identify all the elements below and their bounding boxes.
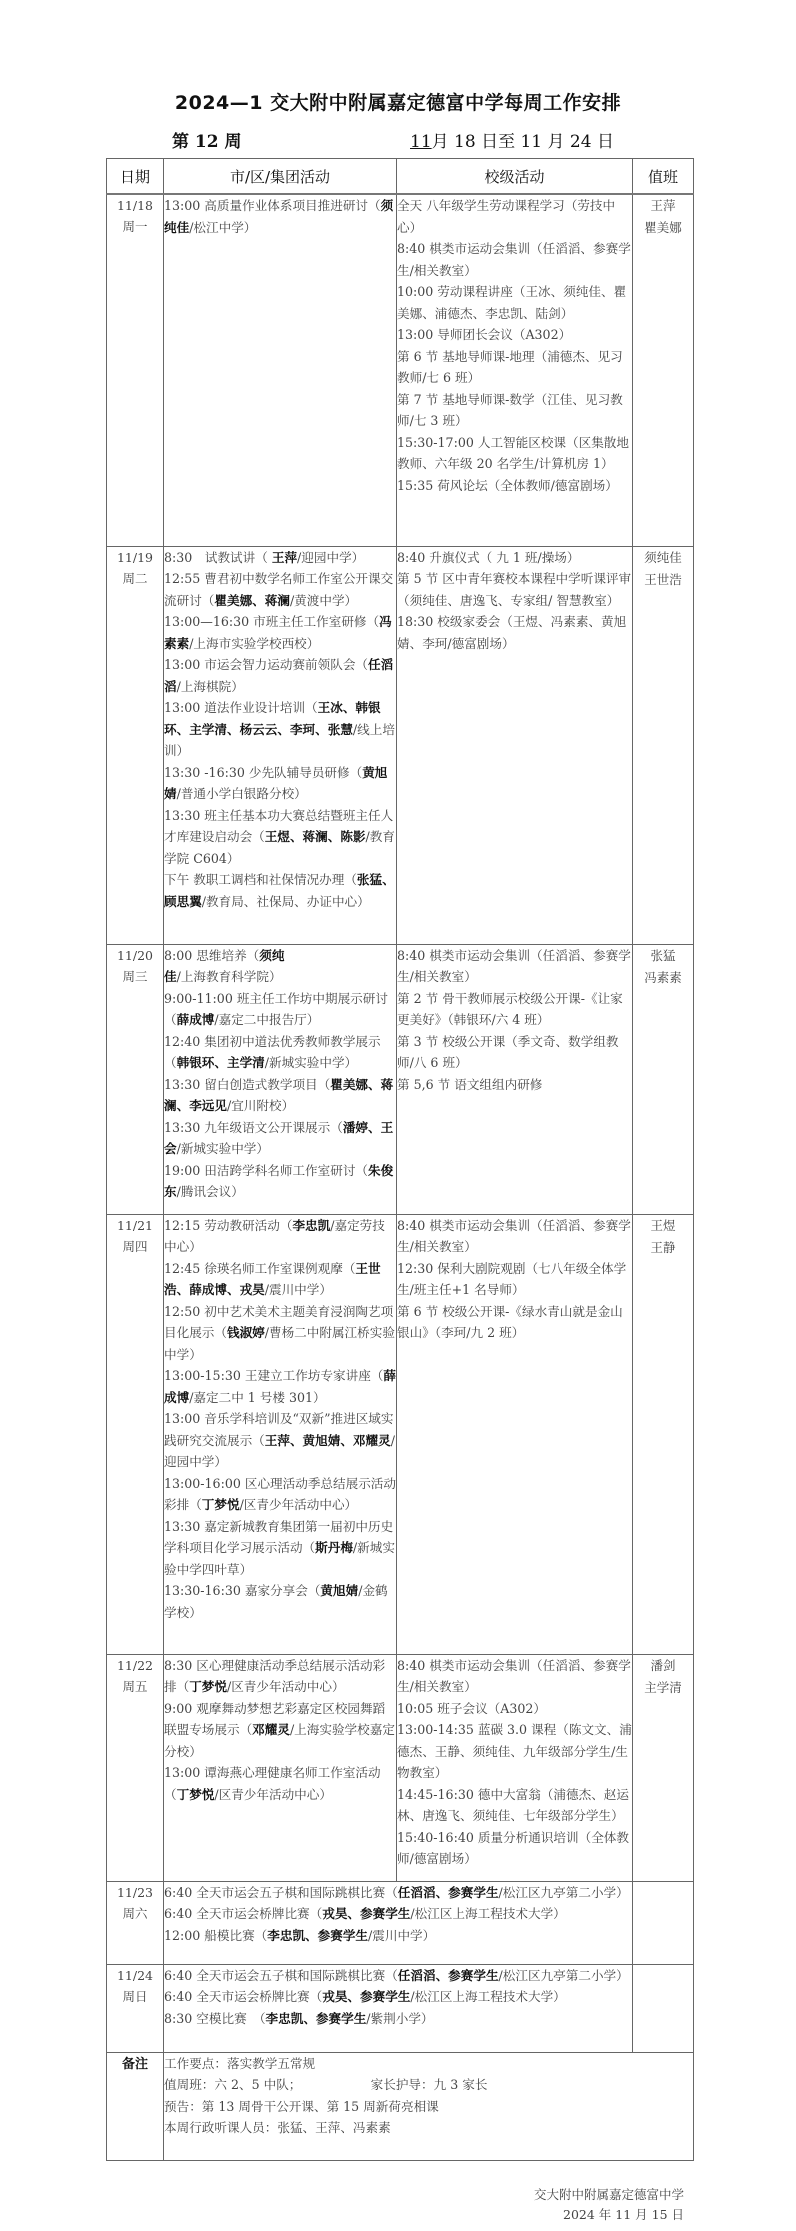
- duty-person: 王萍: [650, 198, 676, 213]
- weekend-activity-item: [164, 1925, 632, 1947]
- city-activity-item: [164, 1215, 396, 1258]
- date-cell: [107, 1881, 164, 1964]
- duty-person: 王世浩: [644, 571, 682, 587]
- activity-location: /嘉定二中 1 号楼 301）: [189, 1389, 326, 1405]
- activity-location: /区青少年活动中心）: [239, 1497, 358, 1512]
- table-row: [107, 944, 694, 1214]
- weekend-activity-item: [164, 1986, 632, 2008]
- school-activity-item: 全天 八年级学生劳动课程学习（劳技中心）: [397, 198, 616, 235]
- activity-text: 13:30-16:30 嘉家分享会（: [164, 1583, 321, 1598]
- activity-text: 8:30 试教试讲（: [164, 549, 272, 565]
- date-value: 11/21: [116, 1217, 154, 1233]
- table-row: [107, 1654, 694, 1881]
- activity-text: 6:40 全天市运会桥牌比赛（: [164, 1906, 323, 1921]
- activity-text: 6:40 全天市运会桥牌比赛（: [164, 1989, 323, 2004]
- activity-participants: 王冰、韩银环、主学清、杨云云、李珂、张慧: [164, 700, 381, 737]
- city-activity-item: [164, 988, 396, 1031]
- activity-location: /上海实验学校嘉定分校）: [164, 1722, 395, 1759]
- activity-location: /金鹤学校）: [164, 1583, 388, 1620]
- activity-text: 13:30 九年级语文公开课展示（: [164, 1119, 343, 1135]
- activity-location: /教育学院 C604）: [164, 829, 395, 866]
- activity-participants: 韩银环、主学清: [176, 1055, 265, 1070]
- activity-participants: 任滔滔、参赛学生: [397, 1967, 499, 1983]
- city-activity-item: [164, 1117, 396, 1160]
- week-label: 第 12 周: [172, 132, 242, 152]
- activity-text: 13:00-16:00 区心理活动季总结展示活动彩排（: [164, 1475, 396, 1512]
- weekday-value: 周五: [122, 1678, 148, 1694]
- city-activity-item: [164, 1698, 396, 1763]
- activity-text: 6:40 全天市运会五子棋和国际跳棋比赛（: [164, 1884, 398, 1900]
- city-activity-item: [164, 869, 396, 912]
- activity-participants: 王萍、黄旭婧、邓耀灵: [264, 1432, 391, 1448]
- date-cell: [107, 944, 164, 1214]
- activity-location: /上海市实验学校西校）: [189, 635, 320, 651]
- activity-text: 13:30 班主任基本功大赛总结暨班主任人才库建设启动会（: [164, 807, 394, 844]
- activity-location: /黄渡中学）: [289, 592, 358, 608]
- activity-text: 6:40 全天市运会五子棋和国际跳棋比赛（: [164, 1967, 398, 1983]
- weekend-row: [107, 1881, 694, 1964]
- date-value: 11/23: [116, 1884, 154, 1900]
- activity-participants: 须纯佳: [164, 947, 285, 984]
- activity-participants: 瞿美娜、蒋澜、李远见: [164, 1076, 394, 1113]
- city-activities-cell: [164, 1214, 397, 1654]
- activity-text: 13:30 嘉定新城教育集团第一届初中历史学科项目化学习展示活动（: [164, 1518, 394, 1555]
- activity-text: 13:00-15:30 王建立工作坊专家讲座（: [164, 1368, 384, 1383]
- city-activity-item: [164, 1031, 396, 1074]
- notes-row: [107, 2052, 694, 2160]
- activity-participants: 张猛、顾思翼: [164, 872, 395, 909]
- activity-location: /区青少年活动中心）: [226, 1679, 345, 1694]
- signature: [534, 2185, 684, 2225]
- activity-location: /震川中学）: [368, 1927, 436, 1943]
- activity-text: 19:00 田洁跨学科名师工作室研讨（: [164, 1162, 369, 1178]
- activity-text: 13:00—16:30 市班主任工作室研修（: [164, 614, 380, 629]
- activity-participants: 邓耀灵: [252, 1722, 290, 1737]
- activity-participants: 冯素素: [164, 614, 392, 651]
- activity-participants: 黄旭婧: [164, 764, 388, 801]
- school-activity-item: 13:00 导师团长会议（A302）: [397, 327, 572, 342]
- duty-cell: [633, 1214, 694, 1654]
- school-activities-cell: [397, 1214, 633, 1654]
- city-activity-item: [164, 1074, 396, 1117]
- date-cell: [107, 194, 164, 546]
- schedule-table: [106, 158, 694, 2161]
- activity-location: /教育局、社保局、办证中心）: [201, 893, 370, 909]
- notes-line: 预告：第 13 周骨干公开课、第 15 周新荷亮相课: [164, 2098, 439, 2114]
- duty-cell: [633, 546, 694, 944]
- weekday-value: 周日: [122, 1988, 148, 2004]
- school-activity-item: 第 5 节 区中青年赛校本课程中学听课评审（须纯佳、唐逸飞、专家组/ 智慧教室）: [397, 571, 632, 608]
- activity-location: /松江区上海工程技术大学）: [410, 1906, 566, 1921]
- date-cell: [107, 546, 164, 944]
- activity-participants: 朱俊东: [164, 1162, 394, 1199]
- date-value: 11/18: [116, 198, 154, 213]
- city-activity-item: [164, 1301, 396, 1366]
- school-activity-item: 第 2 节 骨干教师展示校级公开课-《让家更美好》（韩银环/六 4 班）: [397, 990, 623, 1027]
- city-activity-item: [164, 547, 396, 569]
- activity-location: /嘉定劳技中心）: [164, 1217, 385, 1254]
- school-activity-item: 18:30 校级家委会（王煜、冯素素、黄旭婧、李珂/德富剧场）: [397, 614, 627, 651]
- activity-text: 13:00 高质量作业体系项目推进研讨（: [164, 198, 381, 213]
- city-activity-item: [164, 1258, 396, 1301]
- date-value: 11/24: [116, 1967, 154, 1983]
- activity-participants: 李忠凯: [292, 1217, 331, 1233]
- notes-line: 本周行政听课人员：张猛、王萍、冯素素: [164, 2120, 391, 2135]
- duty-cell: [633, 1654, 694, 1881]
- duty-cell: [633, 1881, 694, 1964]
- school-activity-item: 8:40 棋类市运动会集训（任滔滔、参赛学生/相关教室）: [397, 947, 631, 984]
- activity-participants: 斯丹梅: [315, 1540, 353, 1555]
- activity-participants: 黄旭婧: [320, 1583, 359, 1598]
- date-cell: [107, 1964, 164, 2052]
- activity-participants: 钱淑婷: [226, 1325, 265, 1340]
- weekend-activity-item: [164, 2008, 632, 2030]
- weekend-row: [107, 1964, 694, 2052]
- activity-location: /震川中学）: [264, 1282, 332, 1297]
- city-activity-item: [164, 1473, 396, 1516]
- date-value: 11/20: [116, 947, 154, 963]
- school-activity-item: 15:30-17:00 人工智能区校课（区集散地教师、六年级 20 名学生/计算机房 1）: [397, 434, 629, 471]
- activity-location: /松江区九亭第二小学）: [498, 1884, 629, 1900]
- header-row: [107, 159, 694, 195]
- city-activity-item: [164, 805, 396, 870]
- weekday-value: 周三: [122, 968, 148, 984]
- city-activity-item: [164, 1160, 396, 1203]
- activity-text: 8:30 空模比赛 （: [164, 2010, 266, 2026]
- date-range-month: 11: [410, 132, 432, 152]
- school-activity-item: 15:40-16:40 质量分析通识培训（全体教师/德富剧场）: [397, 1829, 629, 1866]
- activity-location: /宜川附校）: [226, 1098, 295, 1113]
- header-school-activities: 校级活动: [397, 159, 633, 195]
- duty-person: 张猛: [650, 947, 676, 963]
- school-activities-cell: [397, 546, 633, 944]
- activity-location: /新城实验中学）: [264, 1055, 358, 1070]
- document-title: 2024—1 交大附中附属嘉定德富中学每周工作安排: [174, 92, 622, 114]
- notes-line: 工作要点：落实教学五常规: [164, 2055, 316, 2071]
- school-activity-item: 8:40 棋类市运动会集训（任滔滔、参赛学生/相关教室）: [397, 1657, 631, 1694]
- activity-participants: 丁梦悦: [201, 1497, 240, 1512]
- city-activities-cell: [164, 194, 397, 546]
- activity-location: /区青少年活动中心）: [214, 1786, 332, 1802]
- city-activity-item: [164, 1408, 396, 1473]
- duty-person: 主学清: [644, 1679, 682, 1695]
- weekday-value: 周一: [122, 219, 148, 234]
- activity-location: /嘉定二中报告厅）: [214, 1012, 320, 1027]
- weekday-value: 周四: [122, 1238, 148, 1254]
- activity-text: 下午 教职工调档和社保情况办理（: [164, 872, 357, 887]
- activity-participants: 王世浩、薛成博、戎昊: [164, 1260, 381, 1297]
- activity-text: 12:45 徐瑛名师工作室课例观摩（: [164, 1260, 356, 1276]
- header-city-activities: 市/区/集团活动: [164, 159, 397, 195]
- date-value: 11/19: [116, 549, 154, 565]
- school-activity-item: 15:35 荷风论坛（全体教师/德富剧场）: [397, 477, 618, 493]
- city-activity-item: [164, 611, 396, 654]
- date-range: [410, 127, 614, 152]
- weekend-activities-cell: [164, 1964, 633, 2052]
- activity-text: 8:00 思维培养（: [164, 947, 260, 963]
- activity-text: 13:00 市运会智力运动赛前领队会（: [164, 657, 369, 672]
- notes-label: 备注: [107, 2052, 164, 2160]
- school-activity-item: 第 3 节 校级公开课（季文奇、数学组教师/八 6 班）: [397, 1033, 619, 1070]
- city-activities-cell: [164, 1654, 397, 1881]
- notes-line: 值周班：六 2、5 中队； 家长护导：九 3 家长: [164, 2077, 488, 2092]
- activity-participants: 任滔滔: [164, 657, 394, 694]
- activity-text: 13:30 留白创造式教学项目（: [164, 1076, 331, 1092]
- school-activity-item: 8:40 升旗仪式（ 九 1 班/操场）: [397, 549, 580, 565]
- activity-location: /线上培训）: [164, 721, 395, 758]
- activity-location: /松江区九亭第二小学）: [498, 1967, 629, 1983]
- activity-text: 13:30 -16:30 少先队辅导员研修（: [164, 764, 363, 780]
- activity-location: /新城实验中学）: [176, 1141, 269, 1156]
- table-row: [107, 194, 694, 546]
- duty-person: 冯素素: [644, 969, 682, 985]
- weekday-value: 周六: [122, 1905, 148, 1921]
- weekend-activity-item: [164, 1965, 632, 1987]
- school-activity-item: 10:05 班子会议（A302）: [397, 1700, 546, 1716]
- activity-text: 9:00 观摩舞动梦想艺彩嘉定区校园舞蹈联盟专场展示（: [164, 1700, 386, 1737]
- city-activity-item: [164, 697, 396, 762]
- school-activity-item: 第 7 节 基地导师课-数学（江佳、见习教师/七 3 班）: [397, 391, 623, 428]
- school-activity-item: 8:40 棋类市运动会集训（任滔滔、参赛学生/相关教室）: [397, 241, 631, 278]
- city-activity-item: [164, 1655, 396, 1698]
- activity-text: 9:00-11:00 班主任工作坊中期展示研讨（: [164, 990, 388, 1027]
- header-date: 日期: [107, 159, 164, 195]
- activity-participants: 潘婷、王会: [164, 1119, 394, 1156]
- date-range-rest: 月 18 日至 11 月 24 日: [431, 132, 614, 152]
- weekend-activities-cell: [164, 1881, 633, 1964]
- activity-location: /新城实验中学四叶草）: [164, 1540, 395, 1577]
- school-activity-item: 10:00 劳动课程讲座（王冰、须纯佳、瞿美娜、浦德杰、李忠凯、陆剑）: [397, 284, 627, 321]
- header-duty: 值班: [633, 159, 694, 195]
- activity-text: 12:40 集团初中道法优秀教师教学展示（: [164, 1033, 381, 1070]
- city-activity-item: [164, 654, 396, 697]
- city-activity-item: [164, 568, 396, 611]
- weekend-activity-item: [164, 1903, 632, 1925]
- activity-participants: 戎昊、参赛学生: [322, 1989, 411, 2004]
- signature-org: 交大附中附属嘉定德富中学: [533, 2187, 684, 2202]
- activity-text: 13:00 谭海燕心理健康名师工作室活动（: [164, 1765, 381, 1802]
- duty-person: 瞿美娜: [644, 220, 682, 235]
- duty-person: 王静: [650, 1239, 676, 1255]
- activity-participants: 王萍: [271, 549, 298, 565]
- activity-participants: 瞿美娜、蒋澜: [214, 592, 290, 608]
- city-activity-item: [164, 762, 396, 805]
- activity-participants: 李忠凯、参赛学生: [267, 1927, 369, 1943]
- activity-location: /迎园中学）: [297, 549, 365, 565]
- activity-participants: 李忠凯、参赛学生: [265, 2010, 367, 2026]
- activity-text: 12:00 船模比赛（: [164, 1927, 268, 1943]
- activity-text: 12:15 劳动教研活动（: [164, 1217, 293, 1233]
- activity-participants: 丁梦悦: [176, 1786, 215, 1802]
- school-activity-item: 14:45-16:30 德中大富翁（浦德杰、赵运林、唐逸飞、须纯佳、七年级部分学生）: [397, 1786, 629, 1823]
- city-activity-item: [164, 945, 396, 988]
- duty-cell: [633, 194, 694, 546]
- activity-location: /普通小学白银路分校）: [176, 786, 307, 801]
- duty-cell: [633, 944, 694, 1214]
- activity-location: /迎园中学）: [164, 1432, 395, 1469]
- notes-cell: [164, 2052, 694, 2160]
- table-row: [107, 546, 694, 944]
- school-activity-item: 13:00-14:35 蓝碳 3.0 课程（陈文文、浦德杰、王静、须纯佳、九年级部分学生/生物教室）: [397, 1722, 632, 1780]
- activity-participants: 王煜、蒋澜、陈影: [264, 829, 366, 844]
- city-activity-item: [164, 195, 396, 238]
- activity-location: /松江中学）: [189, 219, 257, 235]
- city-activity-item: [164, 1762, 396, 1805]
- city-activity-item: [164, 1365, 396, 1408]
- activity-participants: 须纯佳: [164, 198, 394, 235]
- school-activity-item: 第 6 节 校级公开课-《绿水青山就是金山银山》（李珂/九 2 班）: [397, 1303, 623, 1340]
- weekend-activity-item: [164, 1882, 632, 1904]
- activity-text: 13:00 音乐学科培训及“双新”推进区域实践研究交流展示（: [164, 1411, 394, 1448]
- city-activities-cell: [164, 944, 397, 1214]
- duty-person: 王煜: [650, 1217, 676, 1233]
- school-activities-cell: [397, 1654, 633, 1881]
- school-activity-item: 第 5,6 节 语文组组内研修: [397, 1076, 543, 1092]
- activity-participants: 戎昊、参赛学生: [322, 1906, 411, 1921]
- date-cell: [107, 1214, 164, 1654]
- city-activities-cell: [164, 546, 397, 944]
- duty-cell: [633, 1964, 694, 2052]
- school-activity-item: 8:40 棋类市运动会集训（任滔滔、参赛学生/相关教室）: [397, 1217, 631, 1254]
- activity-participants: 丁梦悦: [189, 1679, 227, 1694]
- school-activity-item: 第 6 节 基地导师课-地理（浦德杰、见习教师/七 6 班）: [397, 348, 623, 385]
- activity-location: /曹杨二中附属江桥实验中学）: [164, 1325, 395, 1362]
- activity-location: /上海教育科学院）: [176, 969, 282, 984]
- school-activities-cell: [397, 194, 633, 546]
- activity-participants: 薛成博: [164, 1368, 396, 1405]
- activity-text: 12:50 初中艺术美术主题美育浸润陶艺项目化展示（: [164, 1303, 394, 1340]
- table-row: [107, 1214, 694, 1654]
- activity-participants: 任滔滔、参赛学生: [397, 1884, 499, 1900]
- activity-participants: 薛成博: [176, 1012, 215, 1027]
- school-activity-item: 12:30 保利大剧院观剧（七八年级全体学生/班主任+1 名导师）: [397, 1260, 627, 1297]
- activity-text: 12:55 曹君初中数学名师工作室公开课交流研讨（: [164, 571, 394, 608]
- weekday-value: 周二: [122, 570, 148, 586]
- date-value: 11/22: [116, 1657, 154, 1673]
- activity-location: /上海棋院）: [176, 678, 244, 694]
- activity-location: /紫荆小学）: [366, 2010, 434, 2026]
- date-cell: [107, 1654, 164, 1881]
- city-activity-item: [164, 1580, 396, 1623]
- duty-person: 潘剑: [650, 1657, 676, 1673]
- duty-person: 须纯佳: [644, 549, 682, 565]
- city-activity-item: [164, 1516, 396, 1581]
- signature-date: 2024 年 11 月 15 日: [563, 2207, 684, 2222]
- activity-location: /松江区上海工程技术大学）: [410, 1989, 566, 2004]
- activity-text: 8:30 区心理健康活动季总结展示活动彩排（: [164, 1657, 386, 1694]
- activity-location: /腾讯会议）: [176, 1184, 244, 1199]
- school-activities-cell: [397, 944, 633, 1214]
- activity-text: 13:00 道法作业设计培训（: [164, 700, 318, 715]
